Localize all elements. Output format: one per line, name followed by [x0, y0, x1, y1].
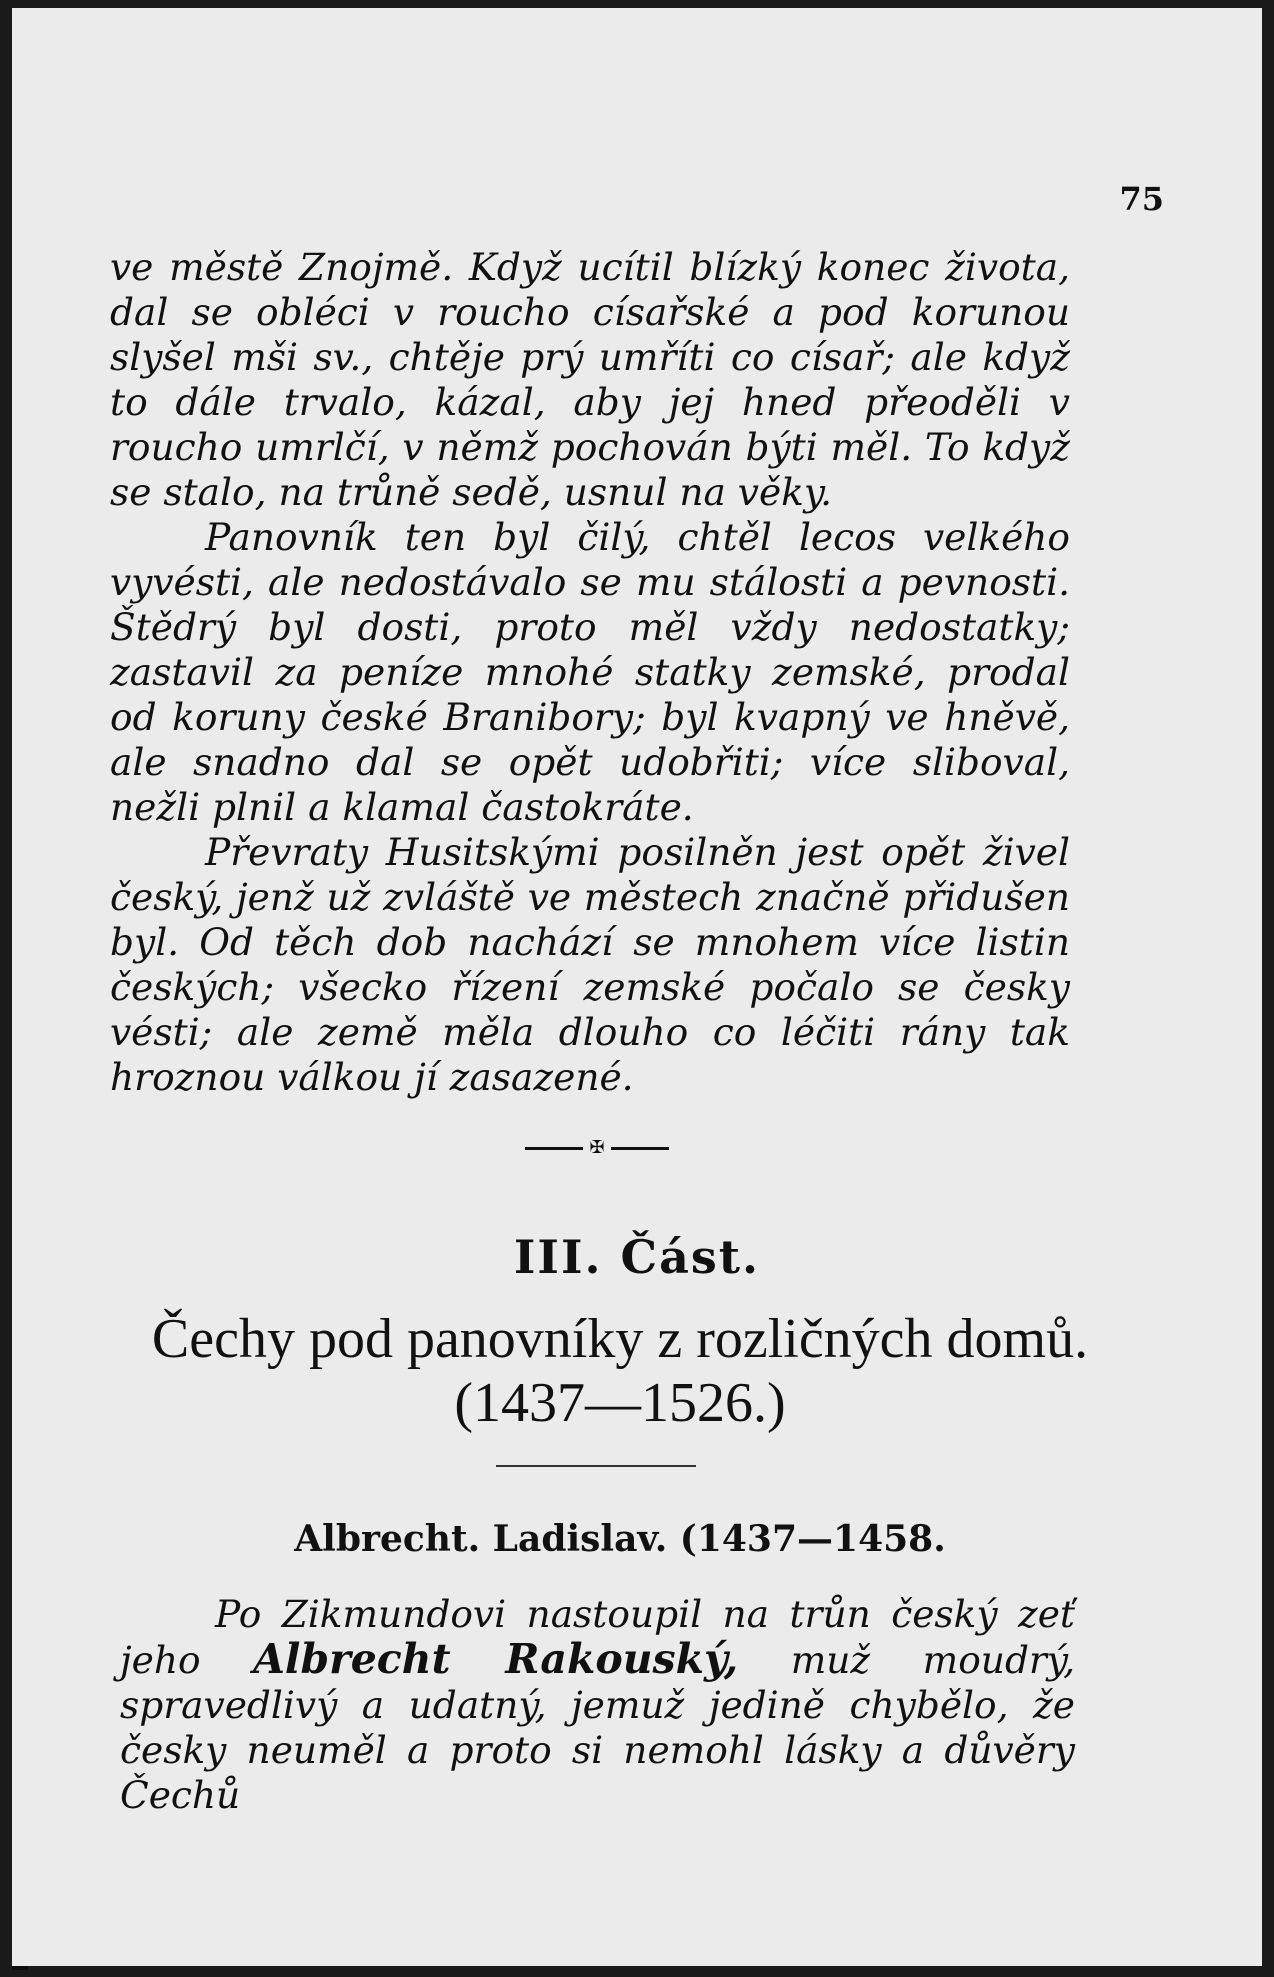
section-text-after: muž moudrý, spravedlivý a udatný, jemuž jedině chybělo, že česky neuměl a proto si nemohl lásky a důvěry Čechů [120, 1638, 1076, 1817]
chapter-title: Čechy pod panovníky z rozličných domů. (1437—1526.) [151, 1308, 1089, 1434]
ornament-line-left [525, 1147, 583, 1150]
ornament-line-right [611, 1147, 669, 1150]
part-heading: III. Část. [513, 1230, 761, 1284]
paragraph-3: Převraty Husitskými posilněn jest opět živel český, jenž už zvláště ve městech značně přidušen byl. Od těch dob nachází se mnohem více listin českých; všecko řízení zemské počalo se česky vésti; ale země měla dlouho co léčiti rány tak hroznou válkou jí zasazené. [110, 830, 1070, 1099]
body-text [110, 245, 1070, 1100]
ornament-knot-icon: ✠ [589, 1137, 605, 1158]
page-number: 75 [1119, 180, 1164, 218]
ruler-name: Albrecht Rakouský, [253, 1635, 739, 1683]
section-heading: Albrecht. Ladislav. (1437—1458. [294, 1518, 946, 1560]
paragraph-2: Panovník ten byl čilý, chtěl lecos velkého vyvésti, ale nedostávalo se mu stálosti a pevnosti. Štědrý byl dosti, proto měl vždy nedostatky; zastavil za peníze mnohé statky zemské, prodal od koruny české Branibory; byl kvapný ve hněvě, ale snadno dal se opět udobřiti; více sliboval, nežli plnil a klamal častokráte. [110, 515, 1070, 829]
paragraph-1: ve městě Znojmě. Když ucítil blízký konec života, dal se obléci v roucho císařské a pod korunou slyšel mši sv., chtěje prý umříti co císař; ale když to dále trvalo, kázal, aby jej hned přeoděli v roucho umrlčí, v němž pochován býti měl. To když se stalo, na trůně sedě, usnul na věky. [110, 245, 1070, 514]
section-text-before: Po Zikmundovi nastoupil na trůn český zeť jeho [120, 1592, 1075, 1682]
section-paragraph [120, 1592, 1075, 1818]
section-divider-ornament [497, 1128, 697, 1168]
title-rule [496, 1465, 696, 1467]
